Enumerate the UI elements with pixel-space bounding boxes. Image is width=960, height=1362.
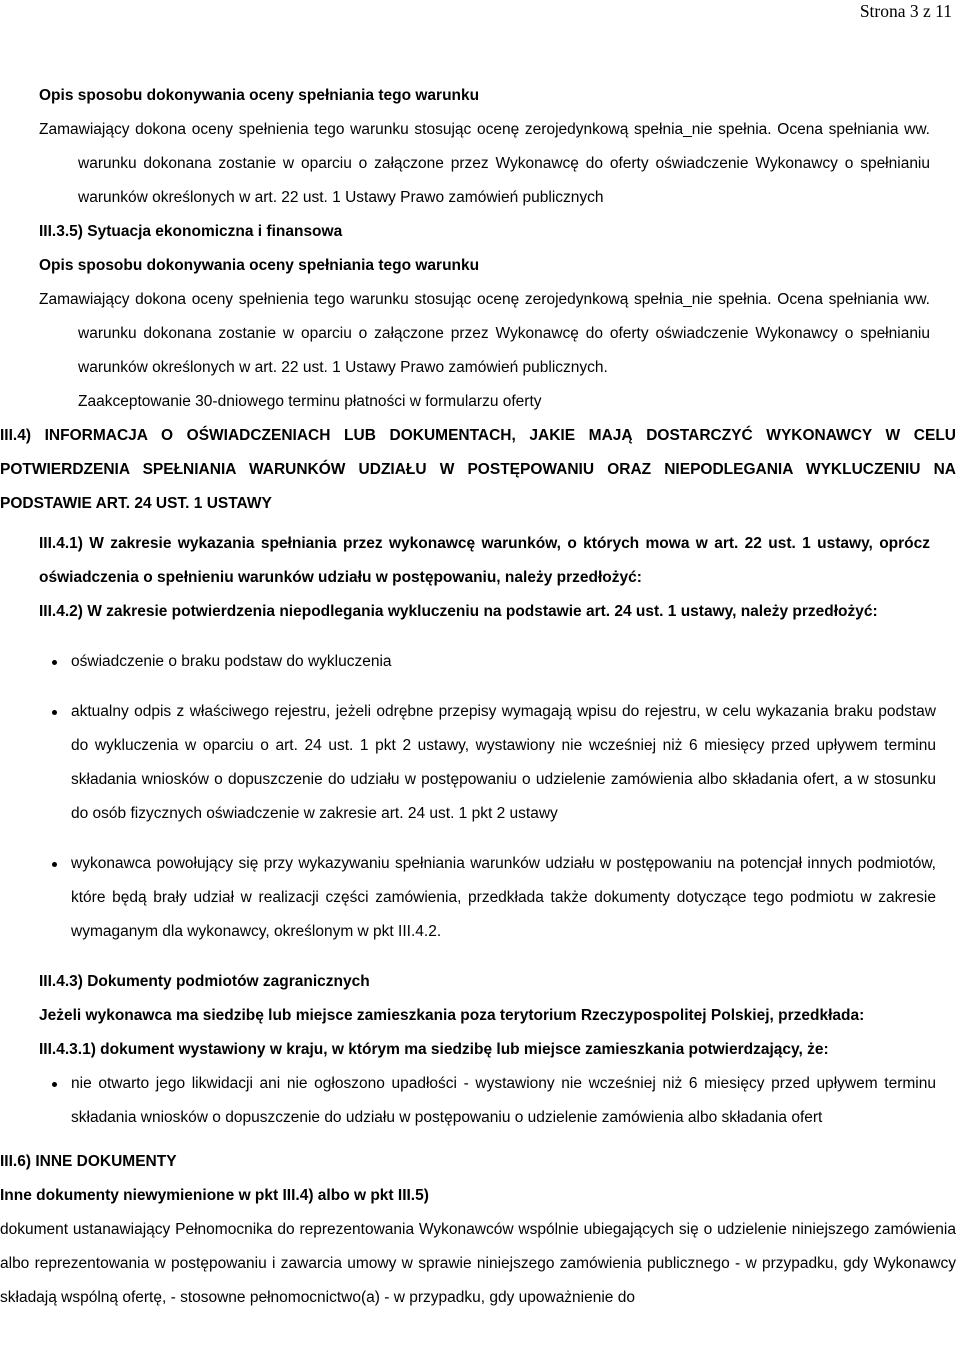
other-documents-text: dokument ustanawiający Pełnomocnika do reprezentowania Wykonawców wspólnie ubiegających się o udzielenie niniejszego zamówienia albo reprezentowania w postępowaniu i zawarcia umowy w sprawie niniejszego zamówienia publicznego - w przypadku, gdy Wykonawcy składają wspólną ofertę, - stosowne pełnomocnictwo(a) - w przypadku, gdy upoważnienie do bbox=[0, 1221, 956, 1306]
bullet-icon bbox=[52, 1082, 57, 1087]
exclusion-documents-list bbox=[0, 645, 960, 949]
list-item: oświadczenie o braku podstaw do wykluczenia bbox=[0, 645, 960, 679]
assessment-text-1: Zamawiający dokona oceny spełnienia tego warunku stosując ocenę zerojedynkową spełnia_nie spełnia. Ocena spełniania ww. warunku dokonana zostanie w oparciu o załączone przez Wykonawcę do oferty oświadczenie Wykonawcy o spełnianiu warunków określonych w art. 22 ust. 1 Ustawy Prawo zamówień publicznych bbox=[39, 121, 930, 206]
bullet-icon bbox=[52, 660, 57, 665]
list-item: aktualny odpis z właściwego rejestru, jeżeli odrębne przepisy wymagają wpisu do rejestru, w celu wykazania braku podstaw do wykluczenia w oparciu o art. 24 ust. 1 pkt 2 ustawy, wystawiony nie wcześniej niż 6 miesięcy przed upływem terminu składania wniosków o dopuszczenie do udziału w postępowaniu o udzielenie zamówienia albo składania ofert, a w stosunku do osób fizycznych oświadczenie w zakresie art. 24 ust. 1 pkt 2 ustawy bbox=[0, 695, 960, 831]
subsection-4-2: III.4.2) W zakresie potwierdzenia niepodlegania wykluczeniu na podstawie art. 24 ust. 1 ustawy, należy przedłożyć: bbox=[39, 603, 878, 620]
list-item: wykonawca powołujący się przy wykazywaniu spełniania warunków udziału w postępowaniu na potencjał innych podmiotów, które będą brały udział w realizacji części zamówienia, przedkłada także dokumenty dotyczące tego podmiotu w zakresie wymaganym dla wykonawcy, określonym w pkt III.4.2. bbox=[0, 847, 960, 949]
bullet-icon bbox=[52, 862, 57, 867]
assessment-text-2: Zamawiający dokona oceny spełnienia tego warunku stosując ocenę zerojedynkową spełnia_nie spełnia. Ocena spełniania ww. warunku dokonana zostanie w oparciu o załączone przez Wykonawcę do oferty oświadczenie Wykonawcy o spełnianiu warunków określonych w art. 22 ust. 1 Ustawy Prawo zamówień publicznych. bbox=[39, 291, 930, 376]
list-item: nie otwarto jego likwidacji ani nie ogłoszono upadłości - wystawiony nie wcześniej niż 6 miesięcy przed upływem terminu składania wniosków o dopuszczenie do udziału w postępowaniu o udzielenie zamówienia albo składania ofert bbox=[0, 1067, 960, 1135]
section-title-4: III.4) INFORMACJA O OŚWIADCZENIACH LUB DOKUMENTACH, JAKIE MAJĄ DOSTARCZYĆ WYKONAWCY W CELU POTWIERDZENIA SPEŁNIANIA WARUNKÓW UDZIAŁU W POSTĘPOWANIU ORAZ NIEPODLEGANIA WYKLUCZENIU NA PODSTAWIE ART. 24 UST. 1 USTAWY bbox=[0, 427, 956, 512]
foreign-documents-list bbox=[0, 1067, 960, 1135]
document-content bbox=[0, 79, 960, 1315]
section-title-6: III.6) INNE DOKUMENTY bbox=[0, 1153, 177, 1170]
payment-term-text: Zaakceptowanie 30-dniowego terminu płatności w formularzu oferty bbox=[78, 393, 542, 410]
subsection-4-3: III.4.3) Dokumenty podmiotów zagranicznych bbox=[39, 973, 370, 990]
section-subtitle-6: Inne dokumenty niewymienione w pkt III.4) albo w pkt III.5) bbox=[0, 1187, 429, 1204]
foreign-intro: Jeżeli wykonawca ma siedzibę lub miejsce zamieszkania poza terytorium Rzeczypospolitej Polskiej, przedkłada: bbox=[39, 1007, 865, 1024]
section-title-3-5: III.3.5) Sytuacja ekonomiczna i finansowa bbox=[39, 223, 343, 240]
bullet-icon bbox=[52, 710, 57, 715]
subsection-4-1: III.4.1) W zakresie wykazania spełniania przez wykonawcę warunków, o których mowa w art. 22 ust. 1 ustawy, oprócz oświadczenia o spełnieniu warunków udziału w postępowaniu, należy przedłożyć: bbox=[39, 535, 930, 586]
subsection-4-3-1: III.4.3.1) dokument wystawiony w kraju, w którym ma siedzibę lub miejsce zamieszkania potwierdzający, że: bbox=[39, 1041, 829, 1058]
assessment-heading-2: Opis sposobu dokonywania oceny spełniania tego warunku bbox=[39, 257, 480, 274]
page-number: Strona 3 z 11 bbox=[859, 1, 952, 21]
assessment-heading-1: Opis sposobu dokonywania oceny spełniania tego warunku bbox=[39, 87, 480, 104]
